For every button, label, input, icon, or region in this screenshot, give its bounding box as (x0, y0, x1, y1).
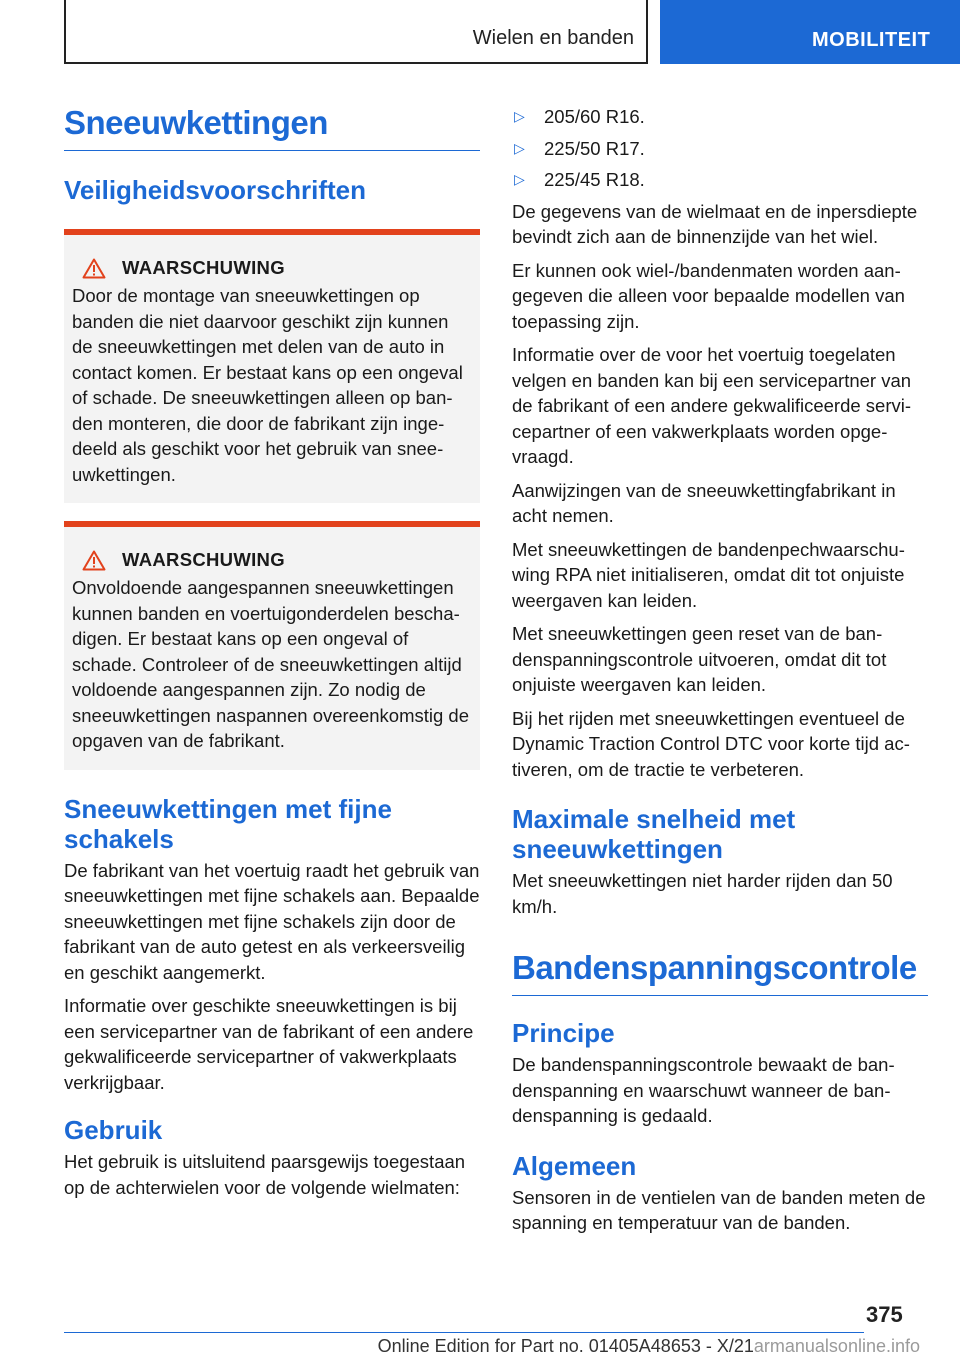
right-paragraph-4: Aanwijzingen van de sneeuwkettingfabrikant in acht nemen. (512, 479, 896, 526)
max-speed-paragraph: Met sneeuwkettingen niet harder rijden dan 50 km/h. (512, 870, 893, 917)
principle-heading: Principe (512, 1018, 615, 1048)
footer-divider (64, 1332, 864, 1333)
general-heading: Algemeen (512, 1150, 637, 1181)
fine-links-paragraph-2: Informatie over geschikte sneeuwkettingen is bij een servicepartner van de fabrikant of een andere gekwalificeerde servicepartner of vakwerkplaats verkrijgbaar. (64, 995, 474, 1093)
right-paragraph-2: Er kunnen ook wiel-/bandenmaten worden aangegeven die alleen voor bepaalde modellen van toepassing zijn. (512, 259, 905, 332)
safety-heading: Veiligheidsvoorschriften (64, 175, 366, 205)
header-chapter-tab[interactable] (660, 0, 960, 64)
right-paragraph-1: De gegevens van de wielmaat en de inpersdiepte bevindt zich aan de binnenzijde van het wiel. (512, 200, 918, 247)
fine-links-paragraph-1: De fabrikant van het voertuig raadt het gebruik van sneeuwkettingen met fijne schakels aan. Bepaalde sneeuwkettingen met fijne schakels zijn door de fabrikant van de auto getest en als verkeersveilig en geschikt aangemerkt. (64, 859, 480, 983)
warning-title-1 (72, 257, 472, 279)
left-column (64, 100, 480, 1208)
header-section-box (64, 0, 648, 64)
triangle-bullet-icon: ▷ (514, 108, 525, 124)
footer-edition (0, 1336, 960, 1357)
triangle-bullet-icon: ▷ (514, 139, 525, 156)
header-chapter-title: MOBILITEIT (812, 29, 931, 51)
general-paragraph: Sensoren in de ventielen van de banden meten de spanning en temperatuur van de banden. (512, 1186, 926, 1233)
warning-box-2 (64, 521, 480, 770)
right-paragraph-5: Met sneeuwkettingen de bandenpechwaarschuwing RPA niet initialiseren, omdat dit tot onjuiste weergaven kan leiden. (512, 538, 905, 611)
warning-label-2: WAARSCHUWING (122, 549, 285, 570)
right-paragraph-6: Met sneeuwkettingen geen reset van de bandenspanningscontrole uitvoeren, omdat dit tot onjuiste weergaven kan leiden. (512, 623, 887, 695)
right-paragraph-3: Informatie over de voor het voertuig toegelaten velgen en banden kan bij een servicepartner van de fabrikant of een andere gekwalificeerde servicepartner of een vakwerkplaats worden opgevraagd. (512, 344, 912, 467)
right-paragraph-7: Bij het rijden met sneeuwkettingen eventueel de Dynamic Traction Control DTC voor korte tijd activeren, om de tractie te verbeteren. (512, 707, 910, 780)
page-title: Sneeuwkettingen (64, 104, 480, 151)
footer-edition-text: Online Edition for Part no. 01405A48653 - X/21 (377, 1336, 754, 1356)
warning-title-2 (72, 549, 472, 571)
triangle-bullet-icon: ▷ (514, 171, 525, 187)
warning-triangle-icon (82, 258, 106, 279)
use-paragraph: Het gebruik is uitsluitend paarsgewijs toegestaan op de achterwielen voor de volgende wielmaten: (64, 1151, 466, 1198)
footer-site-watermark[interactable]: armanualsonline.info (753, 1336, 920, 1356)
list-item: ▷ 225/50 R17. (512, 136, 928, 162)
page-number: 375 (866, 1302, 903, 1327)
list-item: ▷ 225/45 R18. (512, 167, 928, 193)
principle-paragraph: De bandenspanningscontrole bewaakt de bandenspanning en waarschuwt wanneer de bandenspanning is gedaald. (512, 1054, 895, 1126)
use-heading: Gebruik (64, 1115, 163, 1145)
warning-triangle-icon (82, 550, 106, 571)
warning-box-1 (64, 229, 480, 503)
wheel-size-list (512, 104, 928, 193)
tpms-title: Bandenspanningscontrole (512, 949, 928, 996)
warning-label-1: WAARSCHUWING (122, 257, 285, 278)
fine-links-heading: Sneeuwkettingen met fijne schakels (64, 793, 392, 854)
warning-text-2: Onvoldoende aangespannen sneeuwkettingen kunnen banden en voertuigonderdelen beschadigen. Er bestaat kans op een ongeval of schade. Controleer of de sneeuwkettingen altijd voldoende aangespannen zijn. Zo nodig de sneeuwkettingen naspannen overeenkomstig de opgaven van de fabrikant. (72, 577, 470, 751)
right-column (512, 104, 928, 1244)
header-section-title: Wielen en banden (472, 27, 634, 49)
max-speed-heading: Maximale snelheid met sneeuwkettingen (512, 804, 796, 864)
warning-text-1: Door de montage van sneeuwkettingen op banden die niet daarvoor geschikt zijn kunnen de sneeuwkettingen met delen van de auto in contact komen. Er bestaat kans op een ongeval of schade. De sneeuwkettingen alleen op banden monteren, die door de fabrikant zijn ingedeeld als geschikt voor het gebruik van sneeuwkettingen. (72, 285, 463, 485)
list-item: ▷ 205/60 R16. (512, 104, 928, 130)
